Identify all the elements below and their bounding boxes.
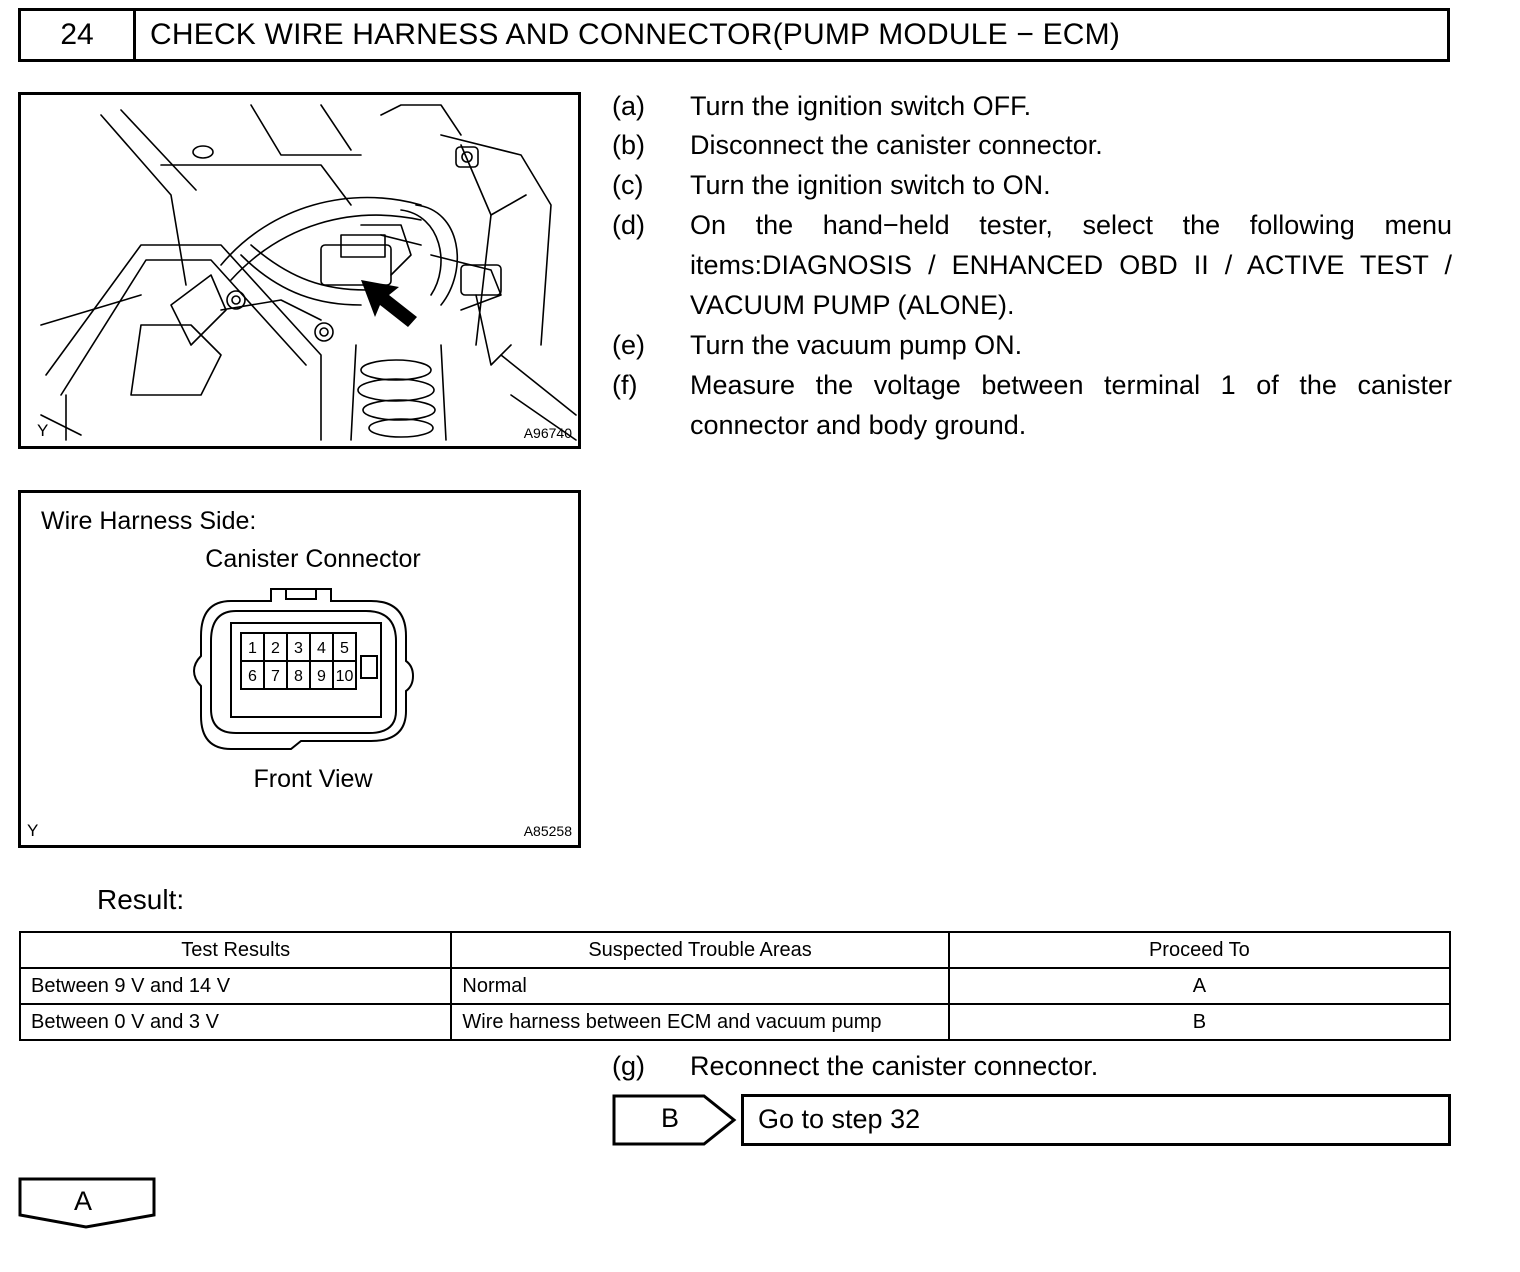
- column-header: Proceed To: [949, 932, 1450, 968]
- result-table: [19, 931, 1451, 1041]
- figure-code: A96740: [523, 425, 572, 441]
- step-text: Reconnect the canister connector.: [690, 1051, 1099, 1081]
- step-label: (e): [612, 330, 645, 360]
- branch-b-tag: [612, 1094, 738, 1146]
- step-title: CHECK WIRE HARNESS AND CONNECTOR(PUMP MODULE − ECM): [150, 18, 1121, 51]
- figure-engine-illustration: [18, 92, 581, 449]
- table-cell: B: [949, 1004, 1450, 1040]
- step-text: Measure the voltage between terminal 1 of the canister connector and body ground.: [690, 370, 1452, 440]
- column-header: Suspected Trouble Areas: [451, 932, 948, 968]
- branch-b-label: B: [660, 1103, 679, 1133]
- step-text: Turn the vacuum pump ON.: [690, 330, 1023, 360]
- connector-outline-icon: [191, 581, 451, 751]
- step-c: [612, 165, 1452, 205]
- step-header: [18, 8, 1450, 62]
- step-number: 24: [21, 11, 136, 59]
- figure-corner-mark: Y: [27, 821, 39, 840]
- pin-6: 6: [248, 668, 257, 685]
- step-f: [612, 365, 1452, 445]
- column-header: Test Results: [20, 932, 451, 968]
- pin-10: 10: [335, 668, 354, 685]
- step-label: (g): [612, 1051, 645, 1081]
- table-row: [20, 968, 1450, 1004]
- wire-harness-side-label: Wire Harness Side:: [41, 507, 257, 535]
- table-header-row: [20, 932, 1450, 968]
- step-label: (d): [612, 210, 645, 240]
- pin-1: 1: [248, 640, 257, 657]
- branch-a-label: A: [73, 1186, 92, 1216]
- figure-connector-diagram: [18, 490, 581, 848]
- pin-3: 3: [294, 640, 303, 657]
- table-cell: A: [949, 968, 1450, 1004]
- step-e: [612, 325, 1452, 365]
- table-cell: Wire harness between ECM and vacuum pump: [451, 1004, 948, 1040]
- step-label: (f): [612, 370, 638, 400]
- table-cell: Normal: [451, 968, 948, 1004]
- step-text: Disconnect the canister connector.: [690, 130, 1103, 160]
- pin-7: 7: [271, 668, 280, 685]
- branch-b-text: Go to step 32: [758, 1104, 921, 1134]
- branch-a-tag: [18, 1177, 156, 1229]
- table-cell: Between 0 V and 3 V: [20, 1004, 451, 1040]
- step-text: Turn the ignition switch to ON.: [690, 170, 1051, 200]
- step-b: [612, 125, 1452, 165]
- step-label: (b): [612, 130, 645, 160]
- step-label: (c): [612, 170, 644, 200]
- pin-9: 9: [317, 668, 326, 685]
- result-label: Result:: [97, 884, 185, 915]
- pin-8: 8: [294, 668, 303, 685]
- table-cell: Between 9 V and 14 V: [20, 968, 451, 1004]
- canister-connector-label: Canister Connector: [205, 545, 421, 573]
- step-a: [612, 86, 1452, 126]
- arrow-indicator-icon: [361, 280, 417, 327]
- step-d: [612, 205, 1452, 325]
- pin-4: 4: [317, 640, 326, 657]
- step-g: [612, 1046, 1452, 1086]
- pin-5: 5: [340, 640, 349, 657]
- table-row: [20, 1004, 1450, 1040]
- branch-b-action: [741, 1094, 1451, 1146]
- pin-2: 2: [271, 640, 280, 657]
- figure-corner-mark: Y: [37, 421, 49, 440]
- figure-code: A85258: [523, 823, 572, 839]
- step-text: Turn the ignition switch OFF.: [690, 91, 1032, 121]
- engine-illustration: [21, 95, 578, 446]
- step-label: (a): [612, 91, 645, 121]
- front-view-label: Front View: [253, 765, 373, 793]
- step-text: On the hand−held tester, select the following menu items:DIAGNOSIS / ENHANCED OBD II / ACTIVE TEST / VACUUM PUMP (ALONE).: [690, 210, 1452, 320]
